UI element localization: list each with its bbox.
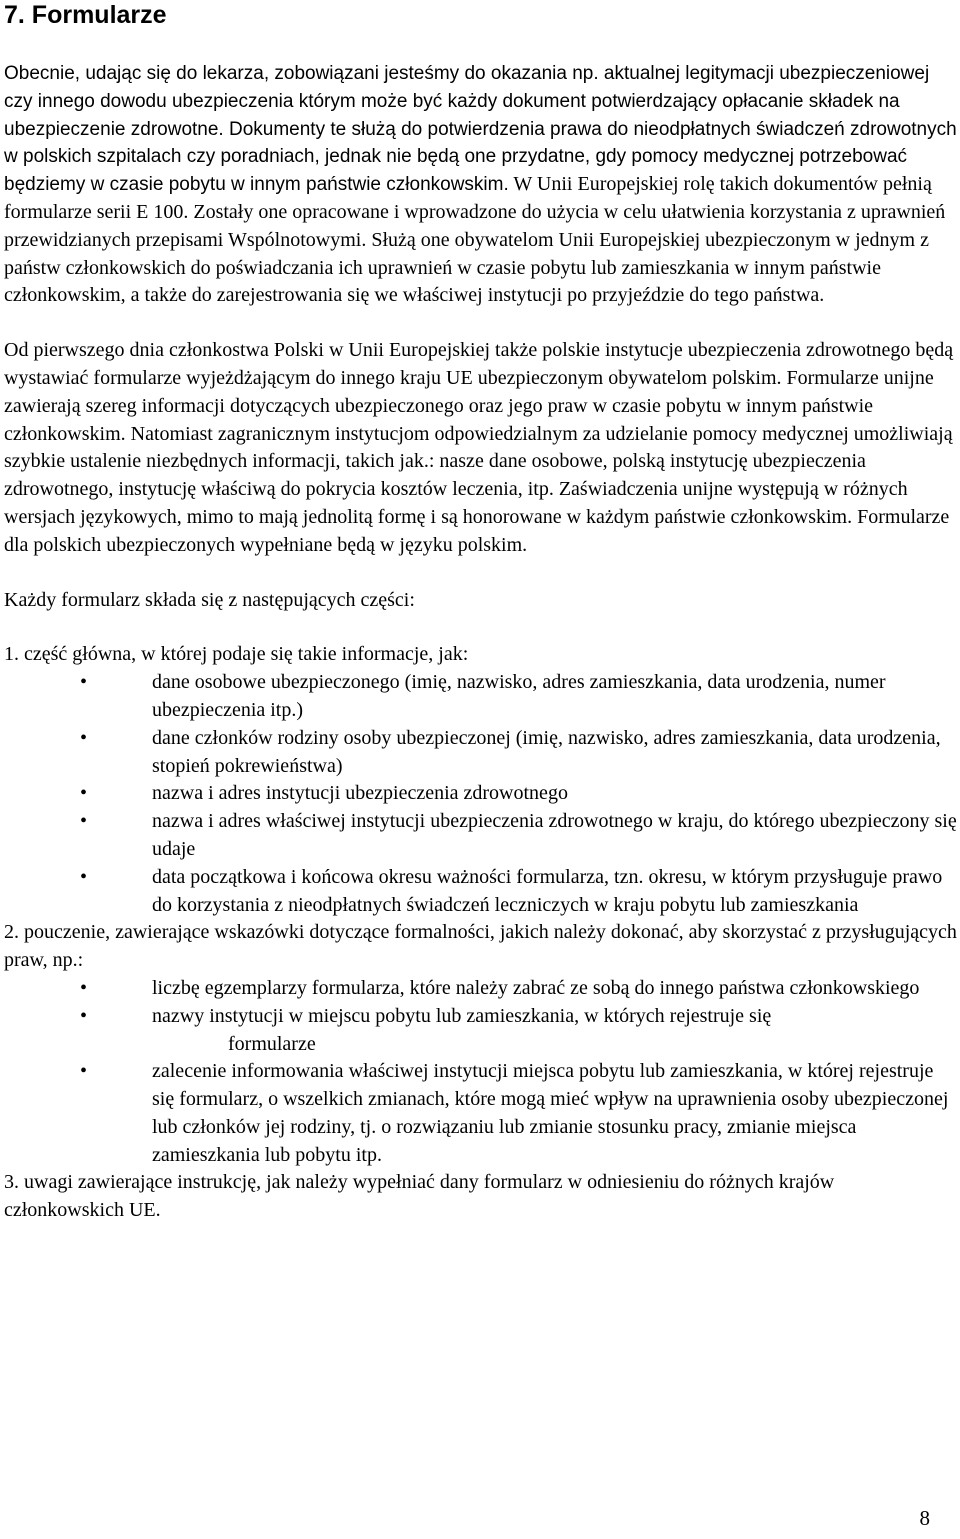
bullet-icon: •: [80, 976, 88, 999]
list-item-text: nazwa i adres właściwej instytucji ubezpieczenia zdrowotnego w kraju, do którego ubezpieczony się udaje: [152, 810, 957, 860]
intro-paragraph: [4, 60, 959, 310]
list-item-text: nazwa i adres instytucji ubezpieczenia zdrowotnego: [152, 782, 568, 805]
list-item: [4, 669, 959, 725]
form-part-remarks: [4, 1169, 959, 1225]
bullet-icon: •: [80, 671, 88, 694]
document-page: [4, 0, 959, 1225]
bullet-icon: •: [80, 1060, 88, 1083]
form-part-instructions: [4, 919, 959, 1169]
page-number: 8: [919, 1506, 930, 1530]
section-heading: 7. Formularze: [4, 1, 167, 29]
form-part-remarks-intro: 3. uwagi zawierające instrukcję, jak należy wypełniać dany formularz w odniesieniu do różnych krajów członkowskich UE.: [4, 1171, 835, 1222]
bullet-icon: •: [80, 782, 88, 805]
bullet-icon: •: [80, 1004, 88, 1027]
list-item: [4, 864, 959, 920]
form-part-instructions-intro: 2. pouczenie, zawierające wskazówki dotyczące formalności, jakich należy dokonać, aby skorzystać z przysługujących praw, np.:: [4, 921, 957, 972]
list-item: [4, 1058, 959, 1169]
list-item: [4, 808, 959, 864]
paragraph-sentence-2: Dokumenty te służą do potwierdzenia prawa do nieodpłatnych świadczeń zdrowotnych w polskich szpitalach czy poradniach, jednak nie będą one przydatne, gdy pomocy medycznej potrzebować będziemy w czasie pobytu w innym państwie członkowskim.: [4, 118, 957, 196]
paragraph-sentence-1: Obecnie, udając się do lekarza, zobowiązani jesteśmy do okazania np. aktualnej legitymacji ubezpieczeniowej czy innego dowodu ubezpieczenia którym może być każdy dokument potwierdzający opłacanie składek na ubezpieczenie zdrowotne.: [4, 63, 930, 140]
list-item-text-continuation: formularze: [228, 1032, 316, 1055]
bullet-icon: •: [80, 726, 88, 749]
membership-paragraph: Od pierwszego dnia członkostwa Polski w Unii Europejskiej także polskie instytucje ubezpieczenia zdrowotnego będą wystawiać formularze wyjeżdżającym do innego kraju UE ubezpieczonym obywatelom polskim. Formularze unijne zawierają szereg informacji dotyczących ubezpieczonego oraz jego praw w czasie pobytu w innym państwie członkowskim. Natomiast zagranicznym instytucjom odpowiedzialnym za udzielanie pomocy medycznej umożliwiają szybkie ustalenie niezbędnych informacji, takich jak.: nasze dane osobowe, polską instytucję ubezpieczenia zdrowotnego, instytucję właściwą do pokrycia kosztów leczenia, itp. Zaświadczenia unijne występują w różnych wersjach językowych, mimo to mają jednolitą formę i są honorowane w każdym państwie członkowskim. Formularze dla polskich ubezpieczonych wypełniane będą w języku polskim.: [4, 339, 954, 556]
list-item-text: dane osobowe ubezpieczonego (imię, nazwisko, adres zamieszkania, data urodzenia, numer ubezpieczenia itp.): [152, 671, 886, 721]
form-part-instructions-list: [4, 975, 959, 1170]
list-item-text: nazwy instytucji w miejscu pobytu lub zamieszkania, w których rejestruje się: [152, 1004, 772, 1027]
form-part-main-list: [4, 669, 959, 919]
list-item: [4, 725, 959, 781]
form-part-main: [4, 641, 959, 919]
paragraph-sentence-4: Zostały one opracowane i wprowadzone do użycia w celu ułatwienia korzystania z uprawnień przewidzianych przepisami Wspólnotowymi.: [4, 200, 946, 251]
list-item-text: dane członków rodziny osoby ubezpieczonej (imię, nazwisko, adres zamieszkania, data urodzenia, stopień pokrewieństwa): [152, 726, 941, 777]
list-item: [4, 1003, 959, 1059]
form-part-main-intro: 1. część główna, w której podaje się takie informacje, jak:: [4, 643, 469, 666]
bullet-icon: •: [80, 865, 88, 888]
list-item: [4, 780, 959, 808]
bullet-icon: •: [80, 810, 88, 833]
paragraph-sentence-5: Służą one obywatelom Unii Europejskiej ubezpieczonym w jednym z państw członkowskich do poświadczania ich uprawnień w czasie pobytu lub zamieszkania w innym państwie członkowskim, a także do zarejestrowania się we właściwej instytucji po przyjeździe do tego państwa.: [4, 228, 929, 307]
form-parts-paragraph: Każdy formularz składa się z następujących części:: [4, 588, 415, 611]
paragraph-sentence-3: W Unii Europejskiej rolę takich dokumentów pełnią formularze serii E 100.: [4, 173, 932, 223]
list-item: [4, 975, 959, 1003]
list-item-text: liczbę egzemplarzy formularza, które należy zabrać ze sobą do innego państwa członkowskiego: [152, 976, 920, 999]
list-item-text: data początkowa i końcowa okresu ważności formularza, tzn. okresu, w którym przysługuje prawo do korzystania z nieodpłatnych świadczeń leczniczych w kraju pobytu lub zamieszkania: [152, 865, 943, 916]
list-item-text: zalecenie informowania właściwej instytucji miejsca pobytu lub zamieszkania, w której rejestruje się formularz, o wszelkich zmianach, które mogą mieć wpływ na uprawnienia osoby ubezpieczonej lub członków jej rodziny, tj. o rozwiązaniu lub zmianie stosunku pracy, zmianie miejsca zamieszkania lub pobytu itp.: [152, 1060, 949, 1166]
